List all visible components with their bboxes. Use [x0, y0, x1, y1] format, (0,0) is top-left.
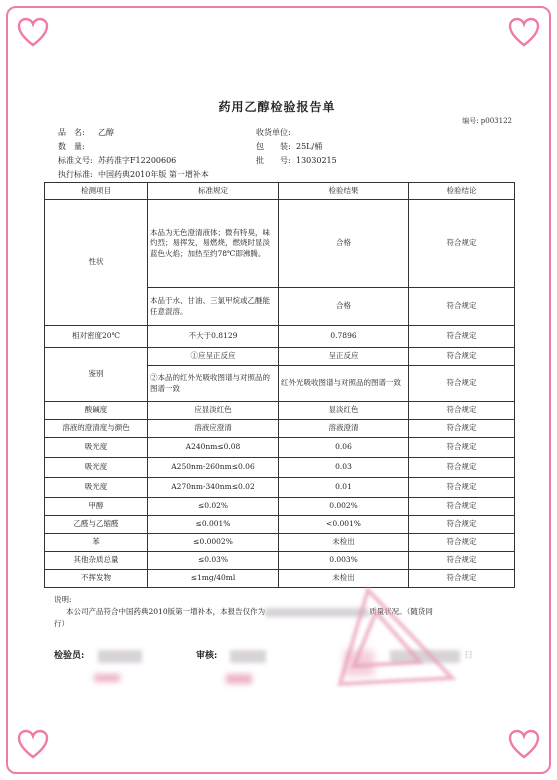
result-cell: 0.03 [279, 458, 409, 478]
notes-text: 质量状况。（随货同 [369, 607, 433, 616]
item-cell: 吸光度 [45, 478, 148, 498]
conclusion-cell: 符合规定 [409, 552, 515, 570]
result-cell: 合格 [279, 288, 409, 326]
notes-text: 本公司产品符合中国药典2010版第一增补本，本报告仅作为 [66, 607, 266, 616]
conclusion-cell: 符合规定 [409, 570, 515, 588]
table-row [45, 326, 515, 348]
batch-row [256, 155, 337, 166]
result-cell: 未检出 [279, 570, 409, 588]
item-cell: 性状 [45, 200, 148, 326]
standard-cell: ①应呈正反应 [148, 348, 279, 366]
table-row [45, 552, 515, 570]
package-row [256, 141, 322, 152]
product-row [58, 127, 114, 138]
table-row [45, 498, 515, 516]
result-cell: 0.06 [279, 438, 409, 458]
package-value: 25L/桶 [296, 142, 323, 151]
batch-value: 13030215 [296, 156, 337, 165]
redacted-signature [98, 650, 142, 663]
receiver-label: 收货单位: [256, 128, 291, 137]
quantity-row [58, 141, 98, 152]
conclusion-cell: 符合规定 [409, 498, 515, 516]
heart-icon [507, 728, 541, 762]
company-seal [330, 582, 464, 692]
standard-no-label: 标准文号: [58, 156, 93, 165]
receiver-row [256, 127, 296, 138]
table-row [45, 420, 515, 438]
report-number: 编号: p003122 [462, 117, 512, 125]
report-title: 药用乙醇检验报告单 [218, 100, 336, 114]
standard-cell: A240nm≤0.08 [148, 438, 279, 458]
table-row [45, 478, 515, 498]
standard-cell: ≤1mg/40ml [148, 570, 279, 588]
standard-cell: 本品于水、甘油、三氯甲烷或乙醚能任意混溶。 [148, 288, 279, 326]
table-row [45, 458, 515, 478]
standard-label: 执行标准: [58, 170, 93, 179]
conclusion-cell: 符合规定 [409, 534, 515, 552]
item-cell: 不挥发物 [45, 570, 148, 588]
item-cell: 溶液的澄清度与颜色 [45, 420, 148, 438]
conclusion-cell: 符合规定 [409, 200, 515, 288]
result-cell: 0.003% [279, 552, 409, 570]
standard-cell: ≤0.001% [148, 516, 279, 534]
result-cell: 0.002% [279, 498, 409, 516]
standard-cell: ≤0.02% [148, 498, 279, 516]
item-cell: 甲醇 [45, 498, 148, 516]
result-cell: 合格 [279, 200, 409, 288]
standard-no-row [58, 155, 176, 166]
item-cell: 苯 [45, 534, 148, 552]
standard-cell: ≤0.0002% [148, 534, 279, 552]
conclusion-cell: 符合规定 [409, 348, 515, 366]
item-cell: 相对密度20℃ [45, 326, 148, 348]
product-value: 乙醇 [98, 128, 114, 137]
conclusion-cell: 符合规定 [409, 420, 515, 438]
package-label: 包 装: [256, 142, 291, 151]
conclusion-cell: 符合规定 [409, 458, 515, 478]
column-header: 检验结论 [409, 183, 515, 200]
standard-cell: ≤0.03% [148, 552, 279, 570]
result-cell: 未检出 [279, 534, 409, 552]
table-row [45, 200, 515, 288]
item-cell: 其他杂质总量 [45, 552, 148, 570]
conclusion-cell: 符合规定 [409, 288, 515, 326]
table-row [45, 534, 515, 552]
redacted-signature [230, 650, 266, 663]
item-cell: 吸光度 [45, 458, 148, 478]
column-header: 标准规定 [148, 183, 279, 200]
standard-no-value: 苏药准字F12200606 [98, 156, 177, 165]
result-cell: <0.001% [279, 516, 409, 534]
reviewer-label: 审核: [196, 651, 218, 661]
heart-icon [507, 16, 541, 50]
result-cell: 红外光吸收图谱与对照品的图谱一致 [279, 366, 409, 402]
standard-cell: ②本品的红外光吸收图谱与对照品的图谱一致 [148, 366, 279, 402]
table-row [45, 348, 515, 366]
standard-row [58, 169, 209, 180]
standard-cell: A270nm-340nm≤0.02 [148, 478, 279, 498]
test-results-table [44, 182, 515, 588]
conclusion-cell: 符合规定 [409, 516, 515, 534]
product-label: 品 名: [58, 128, 85, 137]
conclusion-cell: 符合规定 [409, 366, 515, 402]
date-suffix: 日 [464, 651, 474, 661]
table-row [45, 438, 515, 458]
standard-cell: A250nm-260nm≤0.06 [148, 458, 279, 478]
standard-cell: 不大于0.8129 [148, 326, 279, 348]
conclusion-cell: 符合规定 [409, 326, 515, 348]
standard-cell: 溶液应澄清 [148, 420, 279, 438]
result-cell: 溶液澄清 [279, 420, 409, 438]
heart-icon [16, 728, 50, 762]
result-cell: 显淡红色 [279, 402, 409, 420]
batch-label: 批 号: [256, 156, 291, 165]
conclusion-cell: 符合规定 [409, 402, 515, 420]
item-cell: 鉴别 [45, 348, 148, 402]
standard-value: 中国药典2010年版 第一增补本 [98, 170, 209, 179]
table-row [45, 516, 515, 534]
conclusion-cell: 符合规定 [409, 438, 515, 458]
standard-cell: 本品为无色澄清液体；微有特臭，味灼烈；易挥发，易燃烧，燃烧时显淡蓝色火焰；加热至约78℃即沸腾。 [148, 200, 279, 288]
column-header: 检测项目 [45, 183, 148, 200]
item-cell: 乙醛与乙缩醛 [45, 516, 148, 534]
result-cell: 呈正反应 [279, 348, 409, 366]
redacted-mark [226, 674, 252, 684]
notes-text: 行） [54, 619, 69, 628]
inspector-label: 检验员: [54, 651, 85, 661]
result-cell: 0.01 [279, 478, 409, 498]
redacted-mark [94, 674, 120, 682]
item-cell: 吸光度 [45, 438, 148, 458]
quantity-label: 数 量: [58, 142, 85, 151]
notes-label: 说明: [54, 595, 72, 604]
standard-cell: 应显淡红色 [148, 402, 279, 420]
item-cell: 酸碱度 [45, 402, 148, 420]
heart-icon [16, 16, 50, 50]
column-header: 检验结果 [279, 183, 409, 200]
table-header-row [45, 183, 515, 200]
conclusion-cell: 符合规定 [409, 478, 515, 498]
result-cell: 0.7896 [279, 326, 409, 348]
table-row [45, 402, 515, 420]
